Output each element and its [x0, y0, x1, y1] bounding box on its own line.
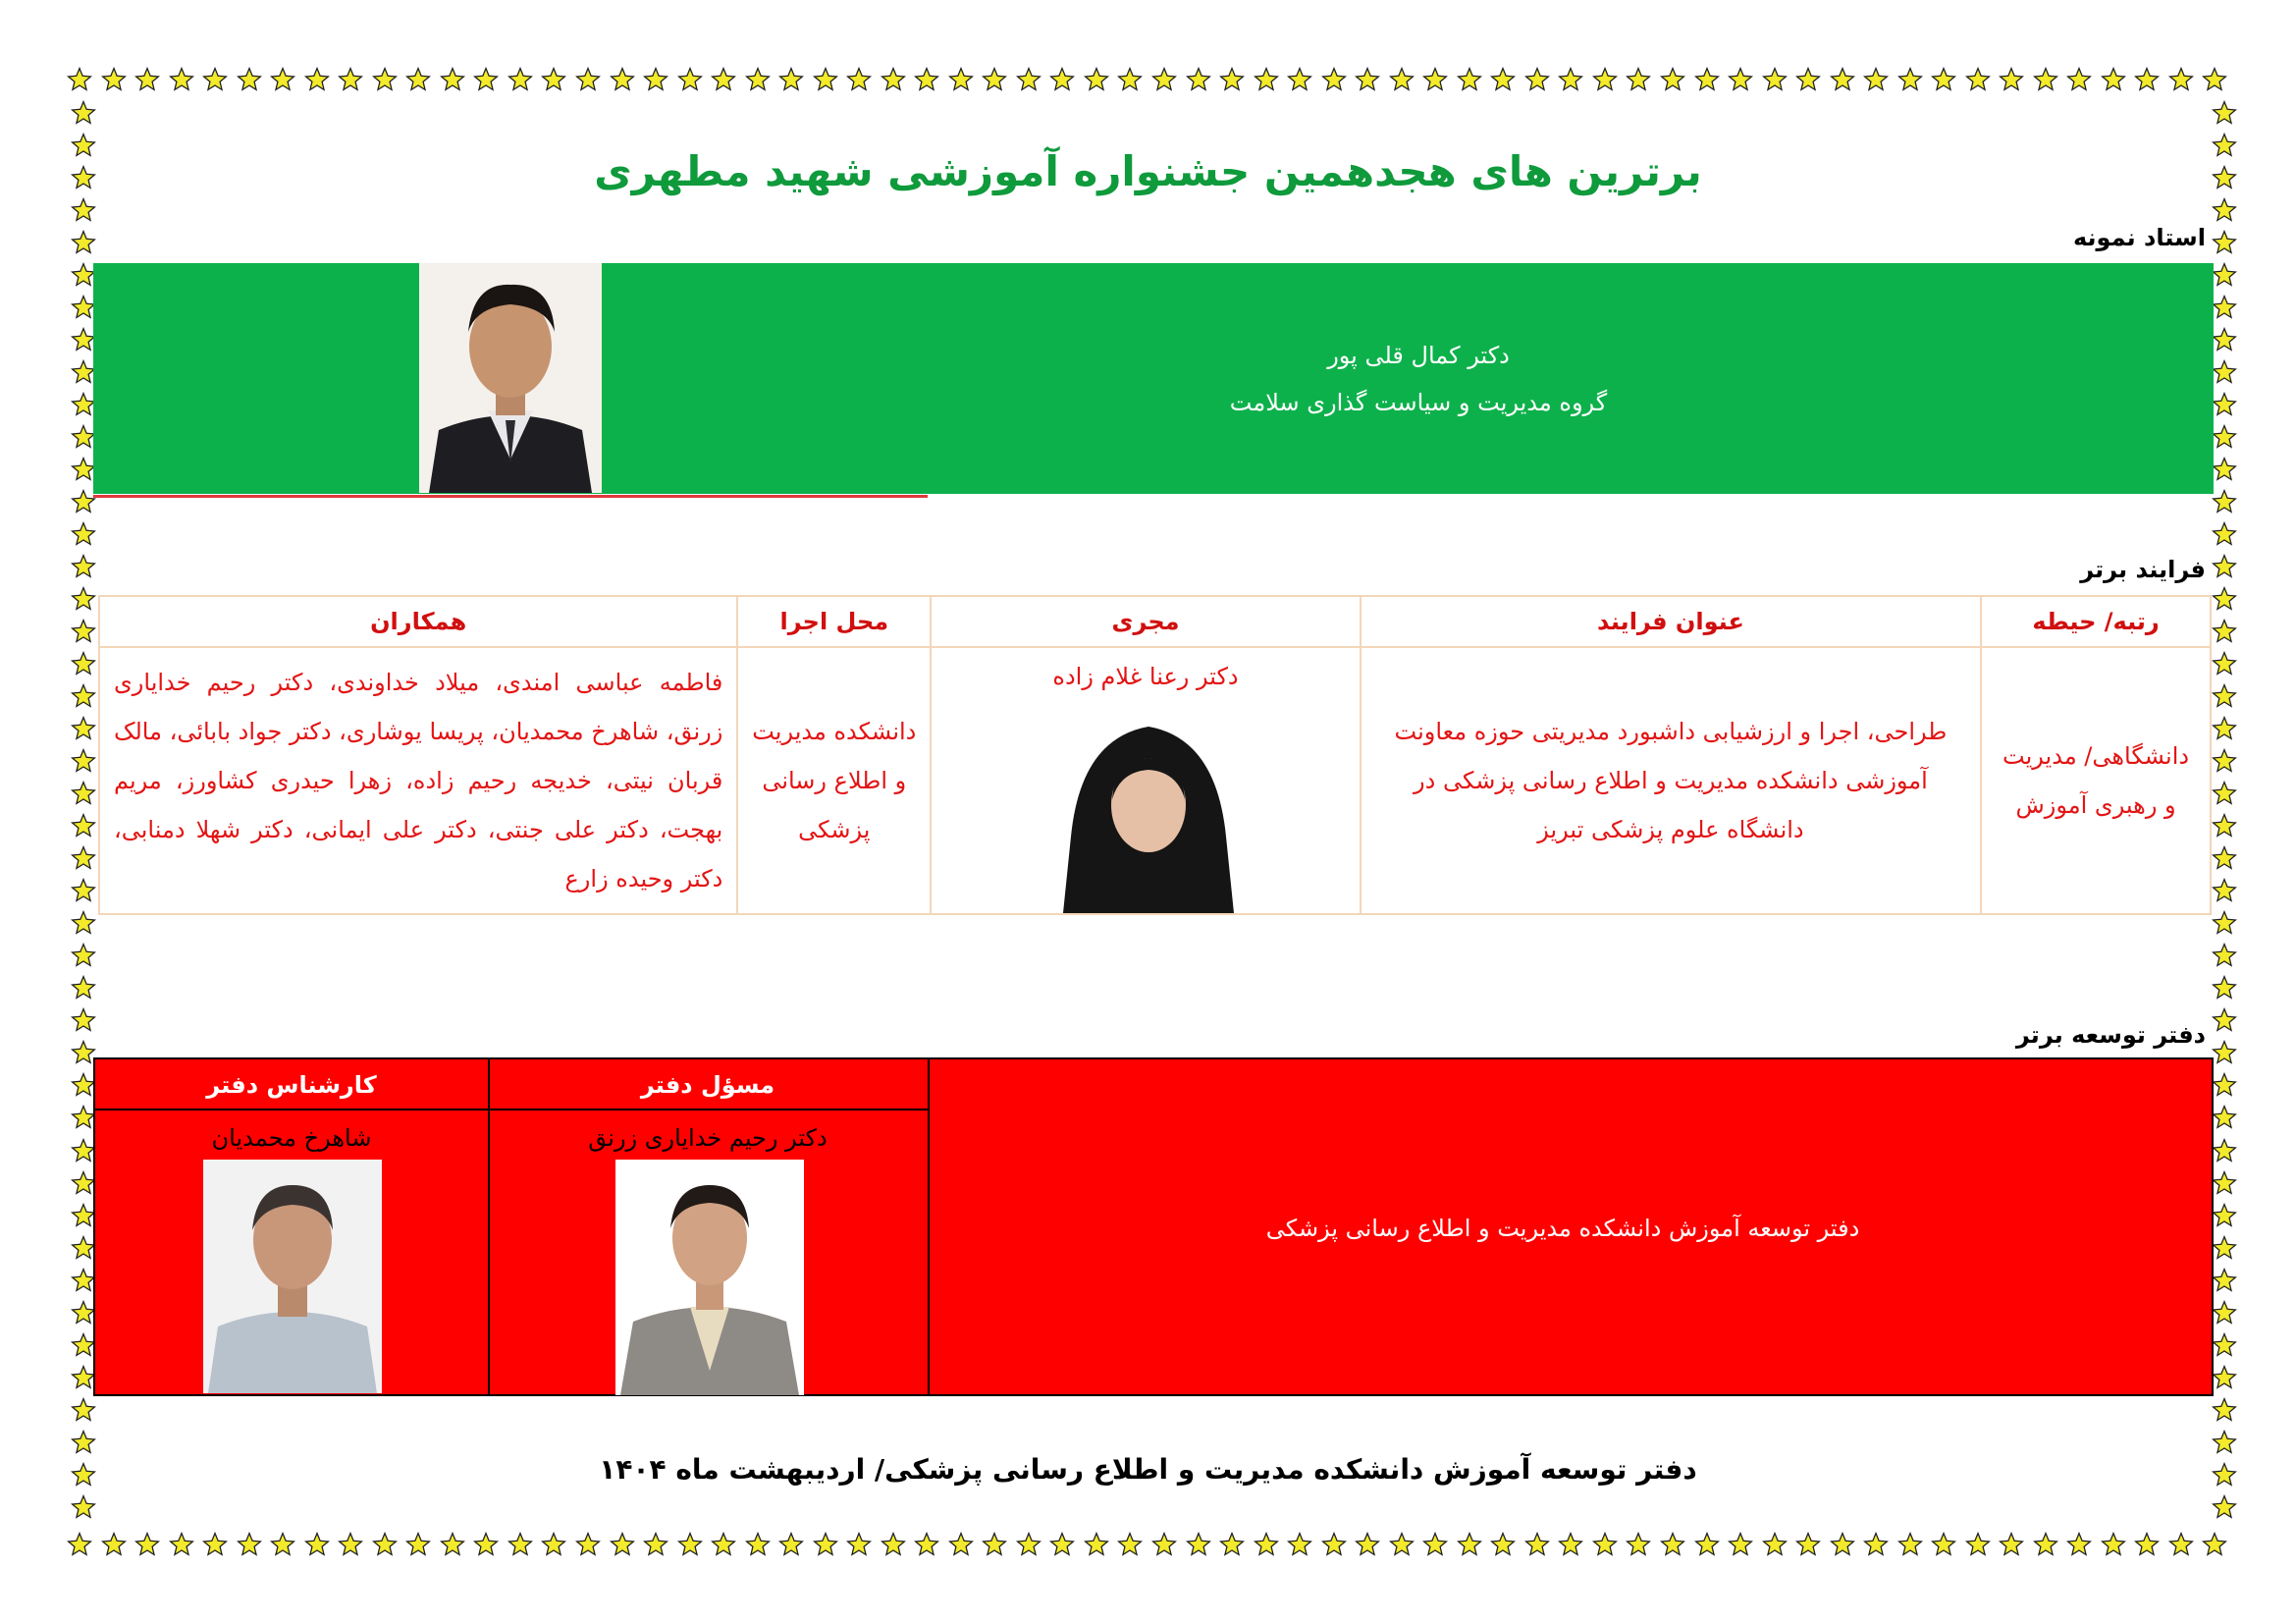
star-icon	[2212, 262, 2237, 288]
star-icon	[1049, 67, 1075, 92]
star-icon	[1863, 67, 1889, 92]
star-icon	[1049, 1532, 1075, 1557]
star-icon	[1457, 67, 1482, 92]
star-icon	[1287, 1532, 1312, 1557]
star-icon	[237, 1532, 262, 1557]
star-icon	[2212, 392, 2237, 417]
star-icon	[1558, 67, 1583, 92]
star-icon	[1558, 1532, 1583, 1557]
star-icon	[914, 67, 939, 92]
star-icon	[2212, 1300, 2237, 1326]
star-icon	[473, 67, 499, 92]
star-icon	[372, 67, 398, 92]
cell-location: دانشکده مدیریت و اطلاع رسانی پزشکی	[737, 647, 931, 914]
star-icon	[1931, 67, 1956, 92]
star-icon	[1728, 1532, 1753, 1557]
star-icon	[473, 1532, 499, 1557]
star-icon	[2212, 100, 2237, 126]
star-icon	[2212, 424, 2237, 450]
star-icon	[1117, 67, 1143, 92]
star-icon	[846, 1532, 872, 1557]
section-label-best-process: فرایند برتر	[2080, 556, 2206, 583]
star-icon	[2033, 67, 2058, 92]
expert-label: کارشناس دفتر	[206, 1071, 377, 1099]
star-icon	[948, 1532, 974, 1557]
star-icon	[2202, 67, 2227, 92]
head-name: دکتر رحیم خدایاری زرنق	[588, 1124, 828, 1152]
head-photo	[615, 1160, 804, 1395]
star-icon	[2212, 1040, 2237, 1065]
star-icon	[169, 67, 194, 92]
star-icon	[2212, 781, 2237, 806]
star-border-top	[67, 67, 2228, 92]
star-icon	[71, 230, 96, 255]
star-icon	[1592, 1532, 1618, 1557]
star-icon	[1626, 67, 1651, 92]
header-colleagues: همکاران	[99, 596, 737, 647]
header-rank: رتبه/ حیطه	[1981, 596, 2211, 647]
star-icon	[1999, 67, 2024, 92]
star-icon	[202, 67, 228, 92]
star-icon	[71, 878, 96, 903]
star-icon	[2212, 1170, 2237, 1196]
star-icon	[101, 67, 127, 92]
star-icon	[71, 1494, 96, 1520]
star-icon	[575, 1532, 601, 1557]
star-icon	[1795, 1532, 1821, 1557]
star-icon	[270, 67, 295, 92]
star-icon	[2212, 748, 2237, 774]
star-icon	[2212, 683, 2237, 709]
star-icon	[67, 1532, 92, 1557]
cell-title: طراحی، اجرا و ارزشیابی داشبورد مدیریتی حوزه معاونت آموزشی دانشکده مدیریت و اطلاع رسانی پزشکی در دانشگاه علوم پزشکی تبریز	[1361, 647, 1981, 914]
star-icon	[677, 1532, 703, 1557]
star-icon	[507, 1532, 533, 1557]
star-icon	[1321, 1532, 1347, 1557]
star-icon	[2212, 1397, 2237, 1423]
star-icon	[405, 1532, 431, 1557]
section-label-model-teacher: استاد نمونه	[2072, 224, 2206, 251]
star-icon	[71, 1007, 96, 1033]
star-icon	[1186, 67, 1211, 92]
star-icon	[1084, 1532, 1109, 1557]
star-icon	[67, 67, 92, 92]
star-icon	[914, 1532, 939, 1557]
star-icon	[1389, 67, 1415, 92]
star-icon	[1355, 1532, 1380, 1557]
star-icon	[610, 1532, 635, 1557]
red-underline	[93, 495, 928, 498]
star-icon	[2212, 489, 2237, 514]
star-icon	[1795, 67, 1821, 92]
star-icon	[304, 67, 330, 92]
star-icon	[2212, 975, 2237, 1001]
star-icon	[1355, 67, 1380, 92]
star-icon	[71, 781, 96, 806]
star-icon	[71, 975, 96, 1001]
cell-rank: دانشگاهی/ مدیریت و رهبری آموزش	[1981, 647, 2211, 914]
star-icon	[1965, 1532, 1991, 1557]
star-icon	[982, 1532, 1007, 1557]
star-icon	[2212, 1203, 2237, 1228]
star-icon	[711, 1532, 736, 1557]
star-icon	[405, 67, 431, 92]
star-icon	[1762, 1532, 1788, 1557]
star-icon	[2212, 1268, 2237, 1293]
star-icon	[1592, 67, 1618, 92]
cell-executor	[931, 647, 1361, 914]
star-icon	[813, 1532, 838, 1557]
star-icon	[71, 1397, 96, 1423]
star-icon	[982, 67, 1007, 92]
star-icon	[2212, 813, 2237, 839]
divider-horizontal	[95, 1109, 928, 1110]
cell-colleagues: فاطمه عباسی امندی، میلاد خداوندی، دکتر رحیم خدایاری زرنق، شاهرخ محمدیان، پریسا یوشاری، دکتر جواد بابائی، مالک قربان نیتی، خدیجه رحیم زاده، زهرا حیدری کشاورز، مریم بهجت، دکتر علی جنتی، دکتر علی ایمانی، دکتر شهلا دمنابی، دکتر وحیده زارع	[99, 647, 737, 914]
star-icon	[1254, 67, 1279, 92]
best-office-box	[93, 1057, 2214, 1396]
star-icon	[1422, 1532, 1448, 1557]
star-icon	[1999, 1532, 2024, 1557]
star-icon	[71, 1430, 96, 1455]
star-icon	[948, 67, 974, 92]
star-icon	[2212, 1494, 2237, 1520]
star-icon	[71, 619, 96, 644]
star-icon	[2168, 67, 2194, 92]
header-title: عنوان فرایند	[1361, 596, 1981, 647]
divider-vertical-2	[928, 1059, 930, 1394]
office-name: دفتر توسعه آموزش دانشکده مدیریت و اطلاع رسانی پزشکی	[1265, 1215, 1860, 1242]
star-icon	[71, 748, 96, 774]
star-icon	[1830, 1532, 1855, 1557]
star-icon	[2101, 67, 2126, 92]
star-icon	[1016, 1532, 1041, 1557]
star-icon	[2101, 1532, 2126, 1557]
model-teacher-box	[93, 263, 2214, 494]
star-icon	[2212, 1105, 2237, 1130]
star-icon	[270, 1532, 295, 1557]
star-icon	[778, 1532, 804, 1557]
star-icon	[2202, 1532, 2227, 1557]
star-icon	[575, 67, 601, 92]
star-icon	[1389, 1532, 1415, 1557]
star-icon	[71, 813, 96, 839]
star-icon	[304, 1532, 330, 1557]
star-icon	[372, 1532, 398, 1557]
star-icon	[440, 1532, 465, 1557]
star-icon	[2212, 878, 2237, 903]
head-label: مسؤل دفتر	[640, 1071, 775, 1099]
star-icon	[169, 1532, 194, 1557]
star-icon	[202, 1532, 228, 1557]
star-icon	[2212, 295, 2237, 320]
star-icon	[1084, 67, 1109, 92]
star-icon	[71, 683, 96, 709]
star-icon	[1728, 67, 1753, 92]
star-icon	[2033, 1532, 2058, 1557]
star-icon	[1897, 1532, 1923, 1557]
star-icon	[1524, 1532, 1550, 1557]
star-icon	[677, 67, 703, 92]
star-icon	[71, 521, 96, 547]
star-icon	[2134, 67, 2160, 92]
star-icon	[2212, 521, 2237, 547]
star-icon	[1151, 1532, 1177, 1557]
star-icon	[237, 67, 262, 92]
star-icon	[507, 67, 533, 92]
star-icon	[2212, 1138, 2237, 1164]
star-icon	[1151, 67, 1177, 92]
star-icon	[745, 1532, 771, 1557]
star-icon	[1219, 67, 1245, 92]
star-icon	[2212, 327, 2237, 352]
star-icon	[2134, 1532, 2160, 1557]
star-icon	[1762, 67, 1788, 92]
star-icon	[71, 586, 96, 612]
section-label-best-office: دفتر توسعه برتر	[2015, 1021, 2206, 1049]
star-icon	[2212, 359, 2237, 385]
executor-name: دکتر رعنا غلام زاده	[1052, 663, 1239, 690]
star-icon	[2212, 1007, 2237, 1033]
star-icon	[71, 554, 96, 579]
star-icon	[1694, 1532, 1720, 1557]
star-icon	[1457, 1532, 1482, 1557]
footer-text: دفتر توسعه آموزش دانشکده مدیریت و اطلاع رسانی پزشکی/ اردیبهشت ماه ۱۴۰۴	[599, 1453, 1697, 1486]
star-icon	[2212, 554, 2237, 579]
star-icon	[1965, 67, 1991, 92]
star-icon	[1016, 67, 1041, 92]
star-icon	[338, 67, 363, 92]
star-icon	[711, 67, 736, 92]
table-header-row	[99, 596, 2211, 647]
star-icon	[2212, 457, 2237, 482]
star-icon	[2212, 1235, 2237, 1261]
star-icon	[2066, 1532, 2092, 1557]
star-icon	[643, 1532, 668, 1557]
star-icon	[1694, 67, 1720, 92]
star-icon	[2168, 1532, 2194, 1557]
star-icon	[2066, 67, 2092, 92]
star-icon	[134, 1532, 160, 1557]
expert-photo	[203, 1160, 382, 1393]
star-icon	[2212, 651, 2237, 677]
star-icon	[1626, 1532, 1651, 1557]
teacher-department: گروه مدیریت و سیاست گذاری سلامت	[1229, 389, 1608, 416]
star-icon	[2212, 1430, 2237, 1455]
star-icon	[2212, 197, 2237, 223]
star-border-bottom	[67, 1532, 2228, 1557]
star-icon	[1897, 67, 1923, 92]
star-icon	[1287, 67, 1312, 92]
star-icon	[1524, 67, 1550, 92]
star-icon	[71, 197, 96, 223]
star-icon	[101, 1532, 127, 1557]
executor-photo	[1061, 709, 1236, 913]
star-icon	[881, 1532, 906, 1557]
star-icon	[71, 651, 96, 677]
star-icon	[745, 67, 771, 92]
header-executor: مجری	[931, 596, 1361, 647]
star-icon	[1219, 1532, 1245, 1557]
expert-name: شاهرخ محمدیان	[211, 1124, 372, 1152]
star-icon	[541, 1532, 566, 1557]
star-icon	[1186, 1532, 1211, 1557]
star-icon	[71, 910, 96, 936]
star-icon	[1490, 1532, 1516, 1557]
star-icon	[134, 67, 160, 92]
star-icon	[1863, 1532, 1889, 1557]
star-icon	[846, 67, 872, 92]
star-icon	[2212, 586, 2237, 612]
star-icon	[338, 1532, 363, 1557]
table-row	[99, 647, 2211, 914]
star-icon	[541, 67, 566, 92]
teacher-photo	[419, 263, 602, 493]
star-icon	[1422, 67, 1448, 92]
star-icon	[2212, 1332, 2237, 1358]
star-icon	[71, 100, 96, 126]
star-icon	[2212, 943, 2237, 968]
star-border-right	[2212, 100, 2237, 1520]
star-icon	[1117, 1532, 1143, 1557]
star-icon	[1490, 67, 1516, 92]
page-title: برترین های هجدهمین جشنواره آموزشی شهید مطهری	[594, 147, 1702, 195]
header-location: محل اجرا	[737, 596, 931, 647]
star-icon	[71, 845, 96, 871]
star-icon	[1931, 1532, 1956, 1557]
star-icon	[2212, 1072, 2237, 1098]
teacher-info	[1153, 332, 1683, 426]
star-icon	[71, 716, 96, 741]
star-icon	[881, 67, 906, 92]
star-icon	[778, 67, 804, 92]
star-icon	[1660, 67, 1685, 92]
star-icon	[1830, 67, 1855, 92]
star-icon	[1660, 1532, 1685, 1557]
star-icon	[2212, 619, 2237, 644]
star-icon	[2212, 716, 2237, 741]
best-process-table	[98, 595, 2212, 915]
star-icon	[643, 67, 668, 92]
star-icon	[1321, 67, 1347, 92]
star-icon	[2212, 1365, 2237, 1390]
teacher-name: دکتر کمال قلی پور	[1327, 342, 1510, 369]
star-icon	[813, 67, 838, 92]
star-icon	[2212, 910, 2237, 936]
star-icon	[440, 67, 465, 92]
star-icon	[1254, 1532, 1279, 1557]
star-icon	[2212, 845, 2237, 871]
star-icon	[2212, 230, 2237, 255]
star-icon	[610, 67, 635, 92]
star-icon	[71, 943, 96, 968]
